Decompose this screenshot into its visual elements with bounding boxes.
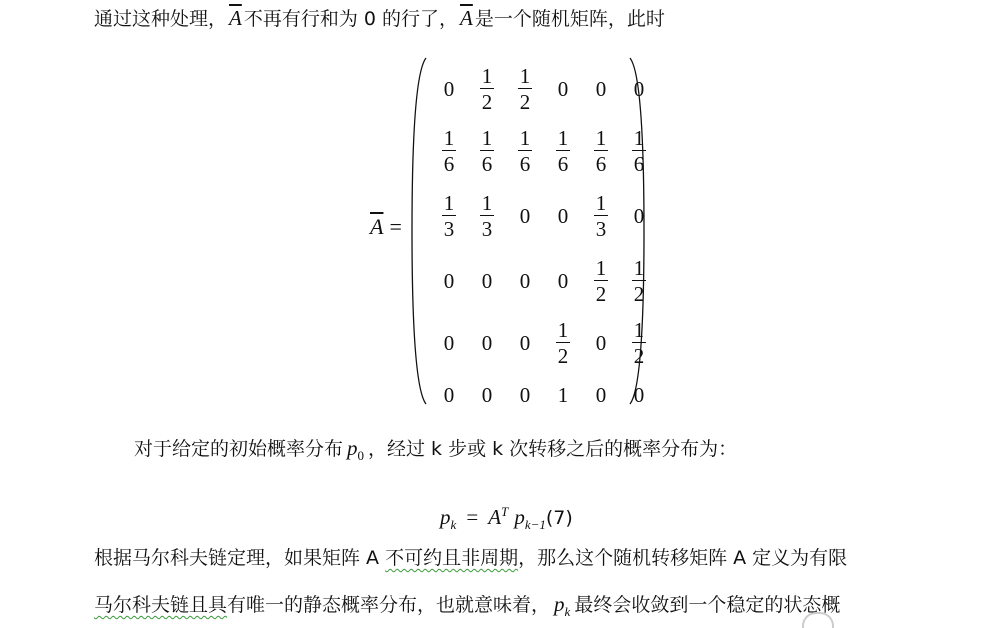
math-sub: k−1 (524, 517, 546, 533)
text: 有唯一的静态概率分布，也就意味着， (227, 594, 551, 616)
matrix-cell: 0 (633, 382, 645, 407)
math-sup: T (501, 504, 509, 519)
matrix-cell: 0 (595, 76, 607, 101)
paragraph-line-3 (94, 546, 847, 570)
fraction (442, 192, 457, 240)
paragraph-line-4 (94, 592, 840, 624)
matrix-cell (582, 250, 620, 312)
fraction-numerator: 1 (633, 317, 645, 342)
equals-sign: = (466, 505, 479, 529)
fraction-denominator: 3 (481, 217, 493, 241)
text: ，经过 k 步或 k 次转移之后的概率分布为： (368, 438, 738, 460)
matrix-cell (468, 182, 506, 250)
fraction-numerator: 1 (633, 125, 645, 150)
fraction-numerator: 1 (443, 190, 455, 215)
math-var: p (554, 592, 565, 616)
text: 通过这种处理， (94, 8, 228, 30)
fraction (518, 127, 533, 175)
fraction-denominator: 2 (519, 90, 531, 114)
matrix-lhs (370, 214, 402, 240)
matrix-cell: 1 (557, 382, 569, 407)
text: 是一个随机矩阵，此时 (474, 8, 665, 30)
matrix-cell (430, 182, 468, 250)
paragraph-line-1 (94, 6, 665, 31)
matrix-cell (430, 120, 468, 182)
equation-label: (7) (545, 507, 573, 529)
fraction-numerator: 1 (481, 63, 493, 88)
fraction (594, 192, 609, 240)
matrix-cell: 0 (519, 330, 531, 355)
matrix-cell: 0 (633, 76, 645, 101)
matrix-cell: 0 (443, 76, 455, 101)
fraction-denominator: 6 (443, 152, 455, 176)
fraction-numerator: 1 (557, 317, 569, 342)
math-sub: 0 (357, 448, 365, 464)
matrix-cell (582, 120, 620, 182)
matrix-cell (544, 120, 582, 182)
math-sub: k (564, 604, 571, 620)
fraction-numerator: 1 (481, 125, 493, 150)
text: ，那么这个随机转移矩阵 A 定义为有限 (518, 547, 848, 569)
fraction (556, 319, 571, 367)
fraction-denominator: 6 (595, 152, 607, 176)
matrix-cell (582, 182, 620, 250)
matrix-cell (506, 58, 544, 120)
equals-sign: = (389, 214, 402, 239)
matrix-cell: 0 (633, 203, 645, 228)
left-parenthesis-icon (410, 56, 428, 406)
formula-A (488, 505, 508, 529)
grammar-underlined-text: 不可约且非周期 (385, 547, 519, 569)
fraction-numerator: 1 (481, 190, 493, 215)
grammar-underlined-text: 马尔科夫链且具 (94, 594, 228, 616)
fraction (556, 127, 571, 175)
matrix-cell: 0 (557, 203, 569, 228)
fraction-numerator: 1 (557, 125, 569, 150)
matrix-grid (430, 58, 658, 416)
text: 不再有行和为 0 的行了， (243, 8, 459, 30)
fraction-denominator: 6 (633, 152, 645, 176)
matrix-symbol: $\overline{A}$ (460, 6, 473, 30)
fraction-denominator: 2 (633, 282, 645, 306)
matrix-cell: 0 (481, 382, 493, 407)
math-var: p (440, 505, 451, 529)
fraction-numerator: 1 (595, 190, 607, 215)
matrix-cell: 0 (595, 330, 607, 355)
matrix-cell: 0 (519, 382, 531, 407)
fraction (594, 257, 609, 305)
matrix-cell (468, 120, 506, 182)
formula-p (514, 505, 546, 533)
matrix-cell (506, 120, 544, 182)
math-p0 (347, 436, 365, 464)
matrix-cell: 0 (519, 203, 531, 228)
right-parenthesis-icon (628, 56, 646, 406)
matrix-cell: 0 (443, 382, 455, 407)
fraction-denominator: 6 (519, 152, 531, 176)
matrix-cell: 0 (557, 268, 569, 293)
formula-7 (440, 500, 573, 537)
matrix-cell (468, 58, 506, 120)
matrix-cell: 0 (481, 330, 493, 355)
fraction-denominator: 2 (595, 282, 607, 306)
fraction-numerator: 1 (519, 125, 531, 150)
matrix-cell: 0 (595, 382, 607, 407)
math-sub: k (450, 517, 457, 533)
fraction-denominator: 6 (557, 152, 569, 176)
math-pk (554, 592, 571, 620)
fraction (480, 192, 495, 240)
matrix-symbol: $\overline{A}$ (370, 214, 384, 239)
matrix-cell: 0 (519, 268, 531, 293)
fraction-numerator: 1 (519, 63, 531, 88)
text: 对于给定的初始概率分布 (134, 438, 344, 460)
matrix-cell: 0 (481, 268, 493, 293)
fraction-denominator: 2 (633, 344, 645, 368)
fraction-denominator: 3 (595, 217, 607, 241)
fraction (518, 65, 533, 113)
fraction-numerator: 1 (595, 125, 607, 150)
matrix-cell (544, 312, 582, 374)
math-var: p (514, 505, 525, 529)
fraction-numerator: 1 (443, 125, 455, 150)
matrix-cell: 0 (443, 268, 455, 293)
fraction (480, 127, 495, 175)
fraction-denominator: 2 (481, 90, 493, 114)
matrix-cell: 0 (557, 76, 569, 101)
matrix-equation (370, 52, 650, 408)
matrix-symbol: $\overline{A}$ (229, 6, 242, 30)
paragraph-line-2 (134, 436, 737, 468)
fraction-denominator: 6 (481, 152, 493, 176)
math-var: A (488, 505, 502, 529)
fraction (594, 127, 609, 175)
fraction-denominator: 3 (443, 217, 455, 241)
fraction-numerator: 1 (633, 255, 645, 280)
fraction-denominator: 2 (557, 344, 569, 368)
fraction (442, 127, 457, 175)
fraction (480, 65, 495, 113)
math-var: p (347, 436, 358, 460)
matrix-cell: 0 (443, 330, 455, 355)
text: 最终会收敛到一个稳定的状态概 (574, 594, 841, 616)
fraction-numerator: 1 (595, 255, 607, 280)
text: 根据马尔科夫链定理，如果矩阵 A (94, 547, 386, 569)
formula-lhs (440, 505, 457, 533)
